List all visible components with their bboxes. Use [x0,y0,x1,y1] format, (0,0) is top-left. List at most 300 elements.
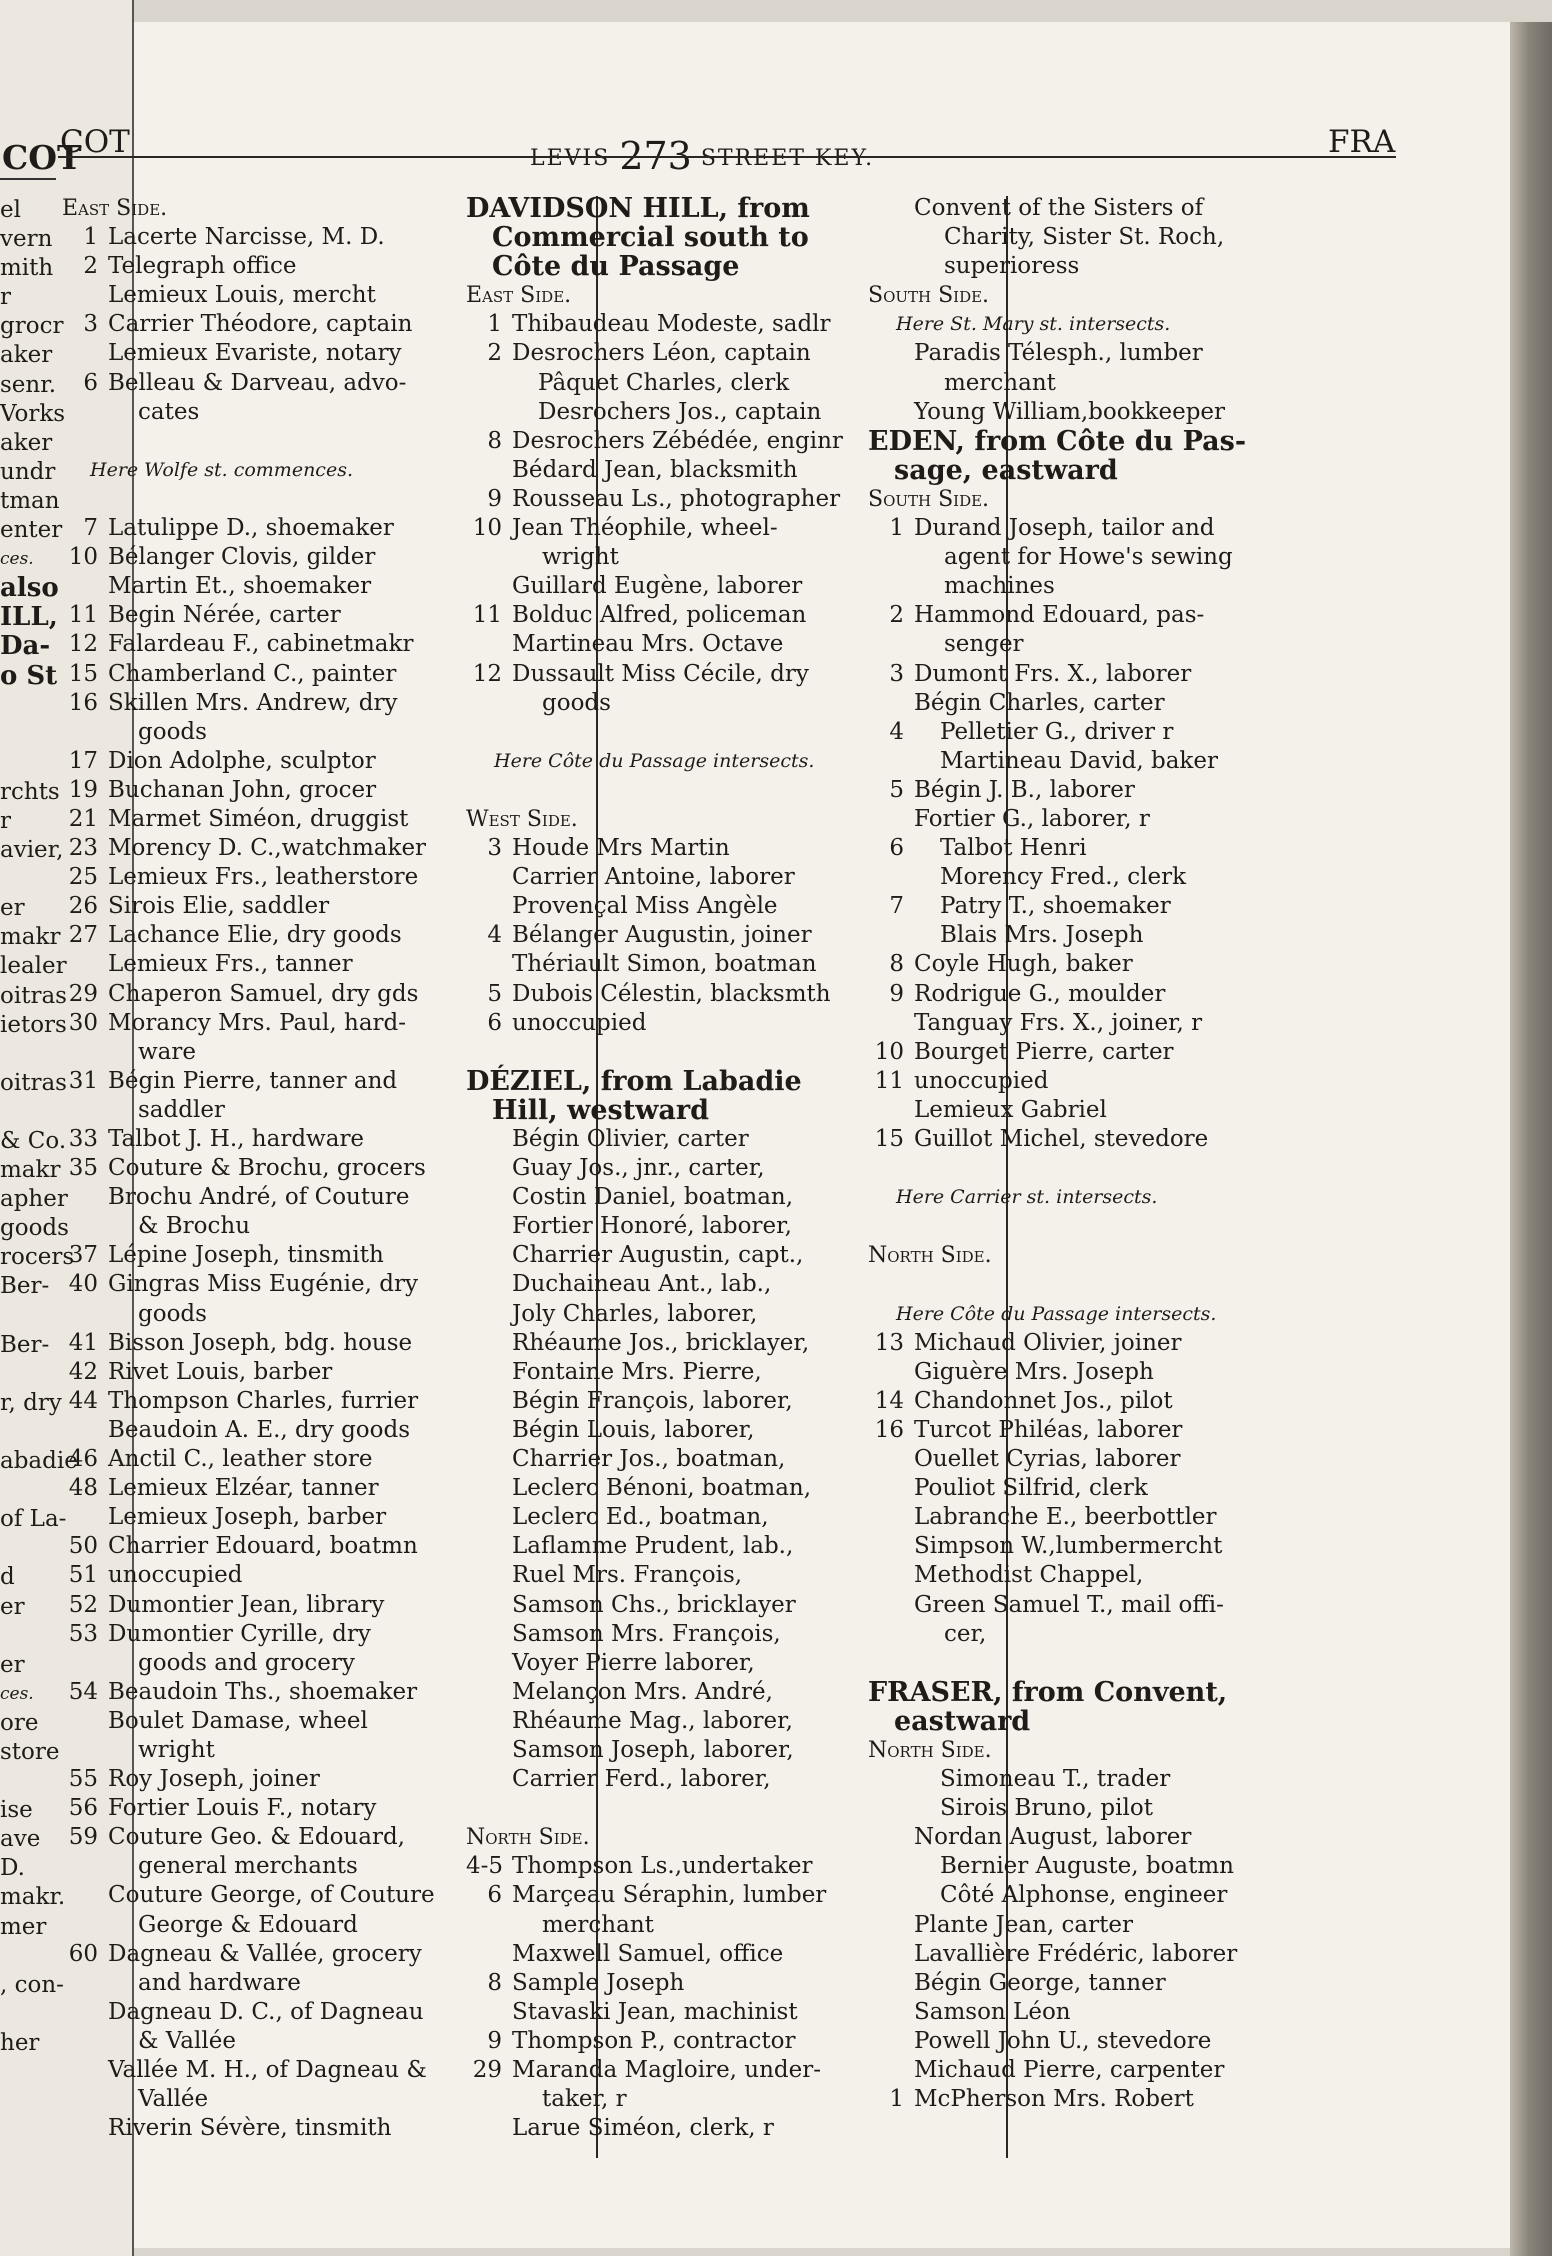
occupant-text: Bourget Pierre, carter [914,1038,1174,1065]
occupant-text: Belleau & Darveau, advo- [108,369,407,396]
directory-entry [868,1881,1408,1910]
occupant-text: Morancy Mrs. Paul, hard- [108,1009,407,1036]
directory-entry [868,1503,1408,1532]
left-fragment-line: er [0,895,25,922]
occupant-text: Bernier Auguste, boatmn [940,1853,1234,1880]
bracketed-entry: Desrochers Jos., captain [538,398,822,425]
house-number: 14 [874,1387,904,1414]
entry-continuation: & Vallée [138,2027,236,2054]
occupant-text: Martineau David, baker [940,747,1218,774]
occupant-text: Methodist Chappel, [914,1562,1144,1589]
occupant-text: Maxwell Samuel, office [512,1940,784,1967]
directory-entry [868,1823,1408,1852]
left-fragment-line: er [0,1593,25,1620]
house-number: 7 [889,893,904,920]
directory-entry [868,1445,1408,1474]
house-number: 60 [68,1940,98,1967]
occupant-text: Bégin Olivier, carter [512,1126,749,1152]
house-number: 16 [874,1416,904,1443]
house-number: 5 [487,980,502,1007]
left-fragment-line: undr [0,458,56,485]
occupant-text: Tanguay Frs. X., joiner, r [914,1009,1203,1036]
left-fragment-line: o St [0,660,58,691]
occupant-text: Hammond Edouard, pas- [914,602,1205,629]
house-number: 3 [889,660,904,687]
house-number: 21 [68,805,98,832]
side-heading: South Side. [868,283,990,309]
directory-entry [868,1765,1408,1794]
directory-entry [868,892,1408,921]
left-page-header: COT [2,138,82,177]
occupant-text: Michaud Pierre, carpenter [914,2057,1225,2083]
directory-entry [868,776,1408,805]
directory-entry [868,1591,1408,1620]
occupant-text: Carrier Ferd., laborer, [512,1766,771,1793]
side-heading: South Side. [868,486,990,512]
occupant-text: unoccupied [512,1009,647,1036]
occupant-text: Blais Mrs. Joseph [940,922,1144,949]
house-number: 33 [68,1126,98,1152]
occupant-text: Carrier Antoine, laborer [512,864,795,891]
street-heading-cont: sage, eastward [894,454,1118,486]
left-fragment-line: avier, [0,837,64,864]
occupant-text: Martin Et., shoemaker [108,573,372,600]
directory-entry [868,805,1408,834]
left-fragment-line: ore [0,1709,39,1736]
occupant-text: Rodrigue G., moulder [914,980,1166,1007]
left-fragment-line: ces. [0,1683,34,1704]
directory-entry [868,1794,1408,1823]
directory-entry [868,1125,1408,1154]
left-fragment-line: makr [0,1157,61,1184]
page-number: 273 [619,134,692,178]
occupant-text: Bégin Pierre, tanner and [108,1067,398,1094]
house-number: 12 [472,660,502,687]
header-rule [58,156,1396,158]
entry-continuation: & Brochu [138,1213,251,1240]
street-heading: DAVIDSON HILL, from [466,193,810,224]
directory-entry [868,1329,1408,1358]
house-number: 9 [487,485,502,512]
left-fragment-line: er [0,1651,25,1678]
entry-continuation: wright [138,1736,215,1763]
left-fragment-line: lealer [0,953,67,980]
house-number: 5 [889,776,904,803]
house-number: 15 [68,660,98,687]
house-number: 37 [68,1242,98,1269]
house-number: 15 [874,1126,904,1152]
occupant-text: Morency Fred., clerk [940,864,1187,891]
occupant-text: Dagneau & Vallée, grocery [108,1940,422,1967]
directory-entry [868,950,1408,979]
house-number: 29 [68,980,98,1007]
book-page-edge [1510,22,1552,2256]
left-fragment-line: , con- [0,1971,64,1998]
left-fragment-line: Da- [0,631,51,662]
left-fragment-line: abadie [0,1448,78,1475]
house-number: 44 [68,1387,98,1414]
occupant-text: Samson Chs., bricklayer [512,1591,796,1618]
occupant-text: Chandonnet Jos., pilot [914,1387,1173,1414]
directory-entry [868,1852,1408,1881]
entry-continuation: agent for Howe's sewing [944,544,1233,571]
entry-continuation: merchant [944,369,1056,396]
side-heading: North Side. [868,1737,992,1763]
entry-continuation: superioress [944,253,1080,280]
occupant-text: Lemieux Joseph, barber [108,1504,387,1531]
occupant-text: Beaudoin A. E., dry goods [108,1416,411,1443]
house-number: 48 [68,1475,98,1502]
entry-continuation: wright [542,544,619,571]
occupant-text: Guay Jos., jnr., carter, [512,1155,765,1182]
occupant-text: Nordan August, laborer [914,1824,1192,1851]
occupant-text: Charrier Jos., boatman, [512,1446,786,1473]
occupant-text: Buchanan John, grocer [108,776,377,803]
occupant-text: Stavaski Jean, machinist [512,1998,798,2025]
occupant-text: McPherson Mrs. Robert [914,2086,1194,2113]
directory-entry [868,339,1408,368]
left-fragment-line: & Co. [0,1128,67,1154]
occupant-text: Jean Théophile, wheel- [512,515,778,542]
occupant-text: Houde Mrs Martin [512,835,730,862]
left-header-rule [0,178,56,180]
directory-entry [868,1038,1408,1067]
house-number: 10 [68,544,98,571]
occupant-text: Pouliot Silfrid, clerk [914,1475,1148,1502]
occupant-text: Ouellet Cyrias, laborer [914,1446,1181,1473]
occupant-text: Thompson P., contractor [512,2027,796,2054]
occupant-text: Turcot Philéas, laborer [914,1416,1183,1443]
entry-continuation: cer, [944,1620,987,1647]
side-heading: North Side. [868,1243,992,1269]
occupant-text: Rhéaume Jos., bricklayer, [512,1329,810,1356]
left-fragment-line: ces. [0,549,34,570]
occupant-text: Thompson Charles, furrier [108,1387,419,1414]
occupant-text: Bélanger Augustin, joiner [512,922,812,949]
directory-entry [868,398,1408,427]
left-fragment-line: rocers [0,1244,75,1271]
occupant-text: Boulet Damase, wheel [108,1707,368,1734]
occupant-text: Lachance Elie, dry goods [108,922,402,949]
intersection-note: Here Wolfe st. commences. [90,458,353,481]
entry-continuation: and hardware [138,1969,301,1996]
directory-entry [868,2056,1408,2085]
occupant-text: Sirois Elie, saddler [108,893,330,920]
house-number: 11 [472,602,502,629]
directory-entry [868,718,1408,747]
occupant-text: Dion Adolphe, sculptor [108,747,376,774]
occupant-text: Bégin J. B., laborer [914,776,1135,803]
left-fragment-line: grocr [0,313,64,340]
occupant-text: Melançon Mrs. André, [512,1678,773,1705]
side-heading: East Side. [62,196,168,221]
occupant-text: Sirois Bruno, pilot [940,1795,1153,1822]
house-number: 17 [68,747,98,774]
left-fragment-line: oitras [0,1069,67,1096]
occupant-text: Dagneau D. C., of Dagneau [108,1998,424,2025]
directory-entry [868,601,1408,630]
left-fragment-line: her [0,2029,40,2056]
left-fragment-line: ietors [0,1011,67,1038]
occupant-text: Ruel Mrs. François, [512,1562,743,1589]
occupant-text: Plante Jean, carter [914,1911,1133,1938]
occupant-text: Rivet Louis, barber [108,1358,333,1385]
intersection-note: Here Carrier st. intersects. [896,1186,1158,1209]
spacer [868,1154,1408,1183]
occupant-text: Desrochers Zébédée, enginr [512,427,843,454]
occupant-text: Costin Daniel, boatman, [512,1184,794,1211]
house-number: 29 [472,2057,502,2083]
entry-continuation: goods and grocery [138,1649,355,1676]
occupant-text: Sample Joseph [512,1969,685,1996]
bracketed-entry: Pâquet Charles, clerk [538,369,790,396]
left-fragment-line: also [0,573,59,604]
occupant-text: Coyle Hugh, baker [914,951,1133,978]
left-fragment-line: Ber- [0,1331,50,1358]
occupant-text: Simpson W.,lumbermercht [914,1533,1223,1560]
spacer [868,1649,1408,1678]
directory-entry [868,514,1408,543]
house-number: 16 [68,689,98,716]
house-number: 59 [68,1824,98,1851]
occupant-text: Rousseau Ls., photographer [512,485,841,512]
occupant-text: Leclerc Ed., boatman, [512,1504,769,1531]
house-number: 41 [68,1329,98,1356]
occupant-text: Duchaineau Ant., lab., [512,1271,772,1298]
entry-continuation: George & Edouard [138,1911,358,1938]
occupant-text: Charrier Edouard, boatmn [108,1533,418,1560]
occupant-text: Samson Joseph, laborer, [512,1736,794,1763]
occupant-text: Powell John U., stevedore [914,2027,1212,2054]
occupant-text: Charrier Augustin, capt., [512,1242,804,1269]
occupant-text: Latulippe D., shoemaker [108,515,394,542]
occupant-text: Dumontier Jean, library [108,1591,385,1618]
directory-entry [868,747,1408,776]
occupant-text: Guillot Michel, stevedore [914,1126,1209,1152]
left-fragment-line: el [0,197,21,223]
occupant-text: Dumont Frs. X., laborer [914,660,1192,687]
street-heading-cont: Hill, westward [492,1094,710,1126]
directory-entry [868,1358,1408,1387]
house-number: 23 [68,835,98,862]
street-heading: FRASER, from Convent, [868,1676,1228,1708]
occupant-text: Leclerc Bénoni, boatman, [512,1475,812,1502]
house-number: 9 [487,2027,502,2054]
occupant-text: Young William,bookkeeper [914,398,1226,425]
occupant-text: Marçeau Séraphin, lumber [512,1882,827,1909]
left-fragment-line: store [0,1738,60,1765]
occupant-text: Convent of the Sisters of [914,195,1204,221]
left-fragment-line: r [0,284,11,311]
left-fragment-line: aker [0,429,53,456]
occupant-text: Couture & Brochu, grocers [108,1155,426,1182]
occupant-text: Lépine Joseph, tinsmith [108,1242,384,1269]
directory-entry [466,2114,1006,2143]
directory-entry [868,834,1408,863]
left-fragment-line: ise [0,1797,33,1824]
occupant-text: Paradis Télesph., lumber [914,340,1203,367]
occupant-text: Begin Nérée, carter [108,602,341,629]
left-fragment-line: ave [0,1826,41,1853]
occupant-text: Anctil C., leather store [108,1446,373,1473]
occupant-text: Côté Alphonse, engineer [940,1882,1228,1909]
house-number: 27 [68,922,98,949]
occupant-text: Simoneau T., trader [940,1766,1171,1793]
occupant-text: Giguère Mrs. Joseph [914,1358,1154,1385]
house-number: 55 [68,1766,98,1793]
left-fragment-line: senr. [0,371,57,398]
left-fragment-line: r, dry [0,1389,62,1416]
left-fragment-line: aker [0,342,53,369]
occupant-text: Skillen Mrs. Andrew, dry [108,689,398,716]
house-number: 2 [487,340,502,367]
left-fragment-line: ILL, [0,602,58,633]
house-number: 6 [889,835,904,862]
house-number: 4-5 [466,1853,504,1880]
occupant-text: Fontaine Mrs. Pierre, [512,1358,762,1385]
header-street-key: STREET KEY. [700,146,875,171]
house-number: 53 [68,1620,98,1647]
directory-entry [868,1416,1408,1445]
left-fragment-line: enter [0,517,63,544]
house-number: 2 [889,602,904,629]
left-fragment-line: Ber- [0,1273,50,1300]
column-3 [868,194,1408,2114]
house-number: 35 [68,1155,98,1182]
occupant-text: Bolduc Alfred, policeman [512,602,807,629]
left-fragment-line: apher [0,1186,68,1213]
entry-continuation: general merchants [138,1853,358,1880]
occupant-text: Gingras Miss Eugénie, dry [108,1271,418,1298]
occupant-text: Fortier G., laborer, r [914,805,1150,832]
entry-continuation: goods [138,718,207,745]
occupant-text: Telegraph office [108,253,297,280]
occupant-text: Chaperon Samuel, dry gds [108,980,419,1007]
occupant-text: Lavallière Frédéric, laborer [914,1940,1238,1967]
occupant-text: Carrier Théodore, captain [108,311,413,338]
occupant-text: Laflamme Prudent, lab., [512,1533,794,1560]
occupant-text: Dumontier Cyrille, dry [108,1620,371,1647]
house-number: 6 [487,1882,502,1909]
left-fragment-line: makr [0,924,61,951]
directory-entry [868,1387,1408,1416]
house-number: 1 [83,224,98,251]
street-heading: DÉZIEL, from Labadie [466,1065,802,1097]
left-fragment-line: d [0,1564,15,1591]
house-number: 13 [874,1329,904,1356]
directory-entry [868,660,1408,689]
occupant-text: Brochu André, of Couture [108,1184,410,1211]
occupant-text: Joly Charles, laborer, [512,1300,758,1327]
house-number: 50 [68,1533,98,1560]
house-number: 9 [889,980,904,1007]
header-center [530,130,875,178]
occupant-text: Bédard Jean, blacksmith [512,456,798,483]
occupant-text: Vallée M. H., of Dagneau & [108,2057,427,2083]
directory-entry [868,1969,1408,1998]
occupant-text: Thibaudeau Modeste, sadlr [512,311,831,338]
directory-entry [868,863,1408,892]
left-fragment-line: of La- [0,1506,67,1533]
left-fragment-line: rchts [0,778,60,805]
directory-entry [868,1474,1408,1503]
house-number: 25 [68,864,98,891]
occupant-text: Guillard Eugène, laborer [512,573,803,600]
occupant-text: Roy Joseph, joiner [108,1766,320,1793]
entry-continuation: Vallée [138,2086,209,2113]
directory-entry [868,1532,1408,1561]
directory-entry [868,921,1408,950]
left-fragment-line: Vorks [0,400,66,427]
left-fragment-line: vern [0,226,53,253]
occupant-text: Beaudoin Ths., shoemaker [108,1678,418,1705]
entry-continuation: cates [138,398,200,425]
house-number: 10 [874,1038,904,1065]
house-number: 7 [83,515,98,542]
side-heading: North Side. [466,1825,590,1851]
occupant-text: Bisson Joseph, bdg. house [108,1329,413,1356]
intersection-note: Here St. Mary st. intersects. [896,313,1171,336]
occupant-text: Samson Léon [914,1998,1071,2025]
left-fragment-line: mer [0,1913,47,1940]
entry-continuation: machines [944,573,1055,600]
left-fragment-line: makr. [0,1884,66,1911]
occupant-text: Thompson Ls.,undertaker [512,1853,813,1880]
spacer [868,1212,1408,1241]
occupant-text: Michaud Olivier, joiner [914,1329,1182,1356]
occupant-text: Lemieux Elzéar, tanner [108,1475,379,1502]
intersection-note: Here Côte du Passage intersects. [896,1302,1217,1325]
left-fragment-line: oitras [0,982,67,1009]
left-fragment-line: r [0,807,11,834]
directory-entry [868,2027,1408,2056]
house-number: 6 [83,369,98,396]
side-heading: East Side. [466,283,572,309]
directory-entry [868,1940,1408,1969]
house-number: 40 [68,1271,98,1298]
occupant-text: Bégin François, laborer, [512,1387,793,1414]
directory-entry [868,2085,1408,2114]
occupant-text: Dubois Célestin, blacksmth [512,980,831,1007]
occupant-text: Green Samuel T., mail offi- [914,1591,1224,1618]
house-number: 42 [68,1358,98,1385]
occupant-text: Bégin Charles, carter [914,689,1165,716]
directory-entry [868,1067,1408,1096]
occupant-text: Durand Joseph, tailor and [914,515,1215,542]
directory-entry [868,689,1408,718]
directory-entry [868,1911,1408,1940]
occupant-text: Larue Siméon, clerk, r [512,2115,774,2142]
occupant-text: Lacerte Narcisse, M. D. [108,224,385,251]
occupant-text: Rhéaume Mag., laborer, [512,1707,793,1734]
occupant-text: Chamberland C., painter [108,660,397,687]
page-header [0,102,1420,176]
occupant-text: Couture George, of Couture [108,1882,435,1909]
occupant-text: unoccupied [108,1562,243,1589]
occupant-text: Martineau Mrs. Octave [512,631,784,658]
left-fragment-line: goods [0,1215,69,1242]
house-number: 1 [889,515,904,542]
house-number: 51 [68,1562,98,1589]
house-number: 52 [68,1591,98,1618]
house-number: 1 [487,311,502,338]
house-number: 8 [487,1969,502,1996]
occupant-text: unoccupied [914,1067,1049,1094]
occupant-text: Bégin Louis, laborer, [512,1416,755,1443]
house-number: 1 [889,2086,904,2113]
header-right: FRA [1328,124,1396,160]
directory-entry [868,1009,1408,1038]
